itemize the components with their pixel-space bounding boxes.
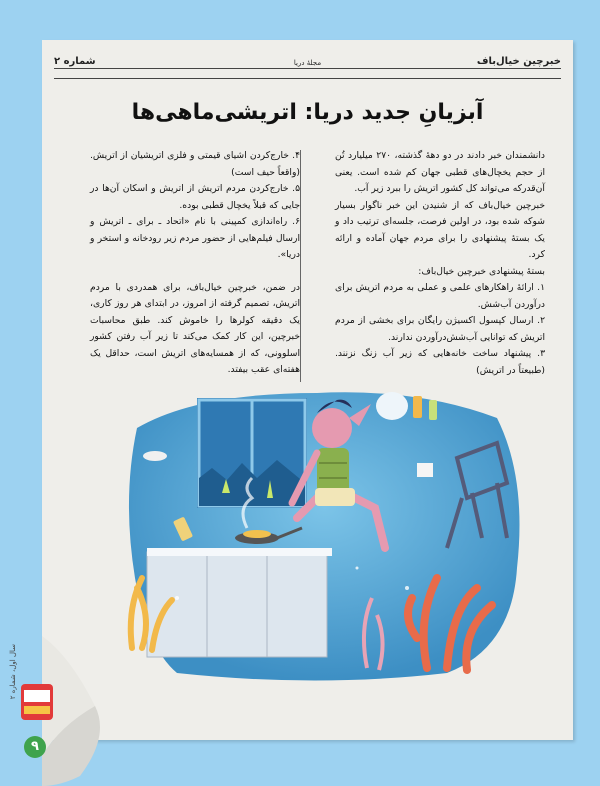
underwater-kitchen-illustration	[117, 388, 527, 688]
page-curl	[0, 636, 120, 786]
paragraph: بستهٔ پیشنهادی خبرچین خیال‌باف:	[418, 265, 545, 277]
article-column-right	[335, 148, 545, 379]
paragraph-gap	[90, 264, 300, 280]
list-item: ۳. پیشنهاد ساخت خانه‌هایی که زیر آب زنگ نزنند. (طبیعتاً در اتریش)	[335, 348, 545, 376]
article-column-left	[90, 148, 300, 379]
list-item: ۱. ارائهٔ راهکارهای علمی و عملی به مردم اتریش برای درآوردن آب‌شش.	[335, 282, 545, 310]
header-magazine-name: مجلهٔ دریا	[288, 59, 327, 67]
page-number-badge: ۹	[24, 736, 46, 758]
list-item: ۲. ارسال کپسول اکسیژن رایگان برای بخشی از مردم اتریش که توانایی آب‌شش‌درآوردن ندارند.	[335, 315, 545, 343]
column-divider	[300, 150, 301, 382]
paragraph: خبرچین خیال‌باف که از شنیدن این خبر ناگوار بسیار شوکه شده بود، در اولین فرصت، جلسه‌ای ترتیب داد و یک بستهٔ پیشنهادی را برای مردم جهان آماده و ارائه کرد.	[335, 199, 545, 260]
paragraph: دانشمندان خبر دادند در دو دههٔ گذشته، ۲۷۰ میلیارد تُن از حجم یخچال‌های قطبی جهان کم شده است. یعنی آن‌قدرکه می‌تواند کل کشور اتریش را ببرد زیر آب.	[335, 150, 545, 194]
header-section-name: خبرچین خیال‌باف	[471, 56, 561, 67]
paragraph: در ضمن، خبرچین خیال‌باف، برای همدردی با مردم اتریش، تصمیم گرفته از امروز، در ابتدای هر روز کاری، یک دقیقه کولرها را خاموش کند. طبق محاسبات خبرچین، این کار کمک می‌کند تا زیر آب رفتن کشور اسلوونی، که از همسایه‌های اتریش است، حداقل یک هفته‌ای عقب بیفتد.	[90, 281, 300, 375]
magazine-logo	[20, 682, 54, 728]
list-item: ۴. خارج‌کردن اشیای قیمتی و فلزی اتریشیان از اتریش. (واقعاً حیف است)	[90, 150, 300, 178]
page-header	[54, 58, 561, 78]
issue-vertical-label: سال اول، شماره ۲	[9, 644, 17, 700]
list-item: ۶. راه‌اندازی کمپینی با نام «اتحاد ـ برای ـ اتریش و ارسال فیلم‌هایی از حضور مردم زیر رودخانه و استخر و دریا».	[90, 216, 300, 260]
list-item: ۵. خارج‌کردن مردم اتریش از اتریش و اسکان آن‌ها در جایی که قبلاً یخچال قطبی بوده.	[90, 183, 300, 211]
header-issue-number: شماره ۲	[54, 56, 102, 67]
article-title: آبزیانِ جدید دریا: اتریشی‌ماهی‌ها	[131, 100, 484, 125]
